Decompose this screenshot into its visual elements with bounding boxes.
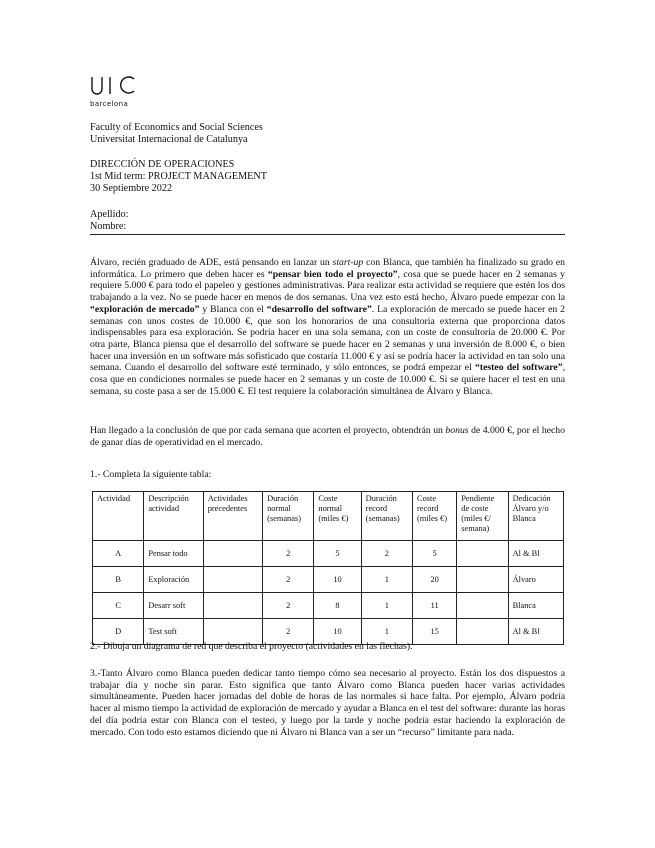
cell-precedentes[interactable] <box>203 593 262 619</box>
exam-date: 30 Septiembre 2022 <box>90 183 173 194</box>
student-fields <box>90 209 128 232</box>
cell-descripcion: Test soft <box>144 619 203 645</box>
th-coste-normal: Coste normal (miles €) <box>314 492 361 541</box>
cell-duracion-record: 1 <box>361 567 412 593</box>
cell-coste-normal: 10 <box>314 567 361 593</box>
cell-coste-record: 20 <box>412 567 456 593</box>
question-2: 2.- Dibuja un diagrama de red que describa el proyecto (actividades en las flechas). <box>90 641 413 652</box>
question-3: 3.-Tanto Álvaro como Blanca pueden dedicar tanto tiempo cómo sea necesario al proyecto. Están los dos dispuestos a trabajar día y noche sin parar. Esto significa que tanto Álvaro como Blanca pueden hacer varias actividades simultáneamente. Pueden hacer jornadas del doble de horas de las normales si hace falta. Por ejemplo, Álvaro podría hacer al mismo tiempo la actividad de exploración de mercado y ayudar a Blanca en el test del software: durante las horas del día podría estar con Blanca con el testeo, y luego por la tarde y noche podría estar haciendo la exploración de mercado. Con todo esto estamos diciendo que ni Álvaro ni Blanca van a ser un “recurso” limitante para nada. <box>90 668 565 738</box>
intro-paragraph: Álvaro, recién graduado de ADE, está pensando en lanzar un start-up con Blanca, que también ha finalizado su grado en informática. Lo primero que deben hacer es “pensar bien todo el proyecto”, cosa que se puede hacer en 2 semanas y requiere 5.000 € para todo el papeleo y gestiones administrativas. Para realizar esta actividad se requiere que estén los dos trabajando a la vez. No se puede hacer en menos de dos semanas. Una vez esto está hecho, Álvaro puede empezar con la “exploración de mercado” y Blanca con el “desarrollo del software”. La exploración de mercado se puede hacer en 2 semanas con unos costes de 10.000 €, que son los honorarios de una consultoría externa que proporciona datos indispensables para esa exploración. Se podría hacer en una sola semana, con un coste de consultoría de 20.000 €. Por otra parte, Blanca piensa que el desarrollo del software se puede hacer en 2 semanas y una inversión de 8.000 €, o bien hacer una inversión en un software más sofisticado que costaría 11.000 € y así se podría hacer la actividad en tan solo una semana. Cuando el desarrollo del software esté terminado, y sólo entonces, se podrá empezar el “testeo del software”, cosa que en condiciones normales se puede hacer en 2 semanas y un coste de 10.000 €. Si se quiere hacer el test en una semana, su coste pasa a ser de 15.000 €. El test requiere la colaboración simultánea de Álvaro y Blanca. <box>90 257 566 397</box>
exam-title: 1st Mid term: PROJECT MANAGEMENT <box>90 171 267 182</box>
cell-coste-record: 11 <box>412 593 456 619</box>
cell-dedicacion: Blanca <box>508 593 563 619</box>
cell-duracion-record: 1 <box>361 619 412 645</box>
cell-precedentes[interactable] <box>203 567 262 593</box>
th-duracion-record: Duración record (semanas) <box>361 492 412 541</box>
cell-actividad: B <box>93 567 144 593</box>
cell-coste-record: 5 <box>412 541 456 567</box>
cell-actividad: C <box>93 593 144 619</box>
cell-dedicacion: Al & Bl <box>508 541 563 567</box>
table-row <box>93 567 564 593</box>
uic-logo <box>90 74 150 112</box>
cell-duracion-normal: 2 <box>263 593 314 619</box>
activity-table <box>92 491 564 645</box>
divider <box>90 234 565 235</box>
th-duracion-normal: Duración normal (semanas) <box>263 492 314 541</box>
cell-pendiente[interactable] <box>457 619 508 645</box>
th-descripcion: Descripción actividad <box>144 492 203 541</box>
cell-duracion-record: 2 <box>361 541 412 567</box>
cell-dedicacion: Al & Bl <box>508 619 563 645</box>
table-row <box>93 593 564 619</box>
logo-subtitle: barcelona <box>90 100 129 108</box>
cell-coste-record: 15 <box>412 619 456 645</box>
cell-coste-normal: 10 <box>314 619 361 645</box>
cell-precedentes[interactable] <box>203 541 262 567</box>
cell-pendiente[interactable] <box>457 567 508 593</box>
cell-descripcion: Exploración <box>144 567 203 593</box>
university-line: Universitat Internacional de Catalunya <box>90 134 248 145</box>
question-1: 1.- Completa la siguiente tabla: <box>90 469 212 480</box>
cell-descripcion: Desarr soft <box>144 593 203 619</box>
th-actividad: Actividad <box>93 492 144 541</box>
uic-logo-mark <box>90 74 138 96</box>
cell-coste-normal: 8 <box>314 593 361 619</box>
cell-descripcion: Pensar todo <box>144 541 203 567</box>
cell-duracion-record: 1 <box>361 593 412 619</box>
course-title: DIRECCIÓN DE OPERACIONES <box>90 159 235 170</box>
cell-duracion-normal: 2 <box>263 541 314 567</box>
cell-coste-normal: 5 <box>314 541 361 567</box>
apellido-label: Apellido: <box>90 209 129 220</box>
bonus-paragraph: Han llegado a la conclusión de que por cada semana que acorten el proyecto, obtendrán un bonus de 4.000 €, por el hecho de ganar días de operatividad en el mercado. <box>90 425 565 448</box>
th-coste-record: Coste record (miles €) <box>412 492 456 541</box>
table-header-row <box>93 492 564 541</box>
th-precedentes: Actividades precedentes <box>203 492 262 541</box>
th-pendiente: Pendiente de coste (miles €/ semana) <box>457 492 508 541</box>
faculty-line: Faculty of Economics and Social Sciences <box>90 122 263 133</box>
cell-duracion-normal: 2 <box>263 567 314 593</box>
cell-pendiente[interactable] <box>457 541 508 567</box>
th-dedicacion: Dedicación Álvaro y/o Blanca <box>508 492 563 541</box>
cell-pendiente[interactable] <box>457 593 508 619</box>
cell-dedicacion: Álvaro <box>508 567 563 593</box>
cell-duracion-normal: 2 <box>263 619 314 645</box>
table-row <box>93 541 564 567</box>
cell-actividad: D <box>93 619 144 645</box>
nombre-label: Nombre: <box>90 220 127 232</box>
cell-actividad: A <box>93 541 144 567</box>
